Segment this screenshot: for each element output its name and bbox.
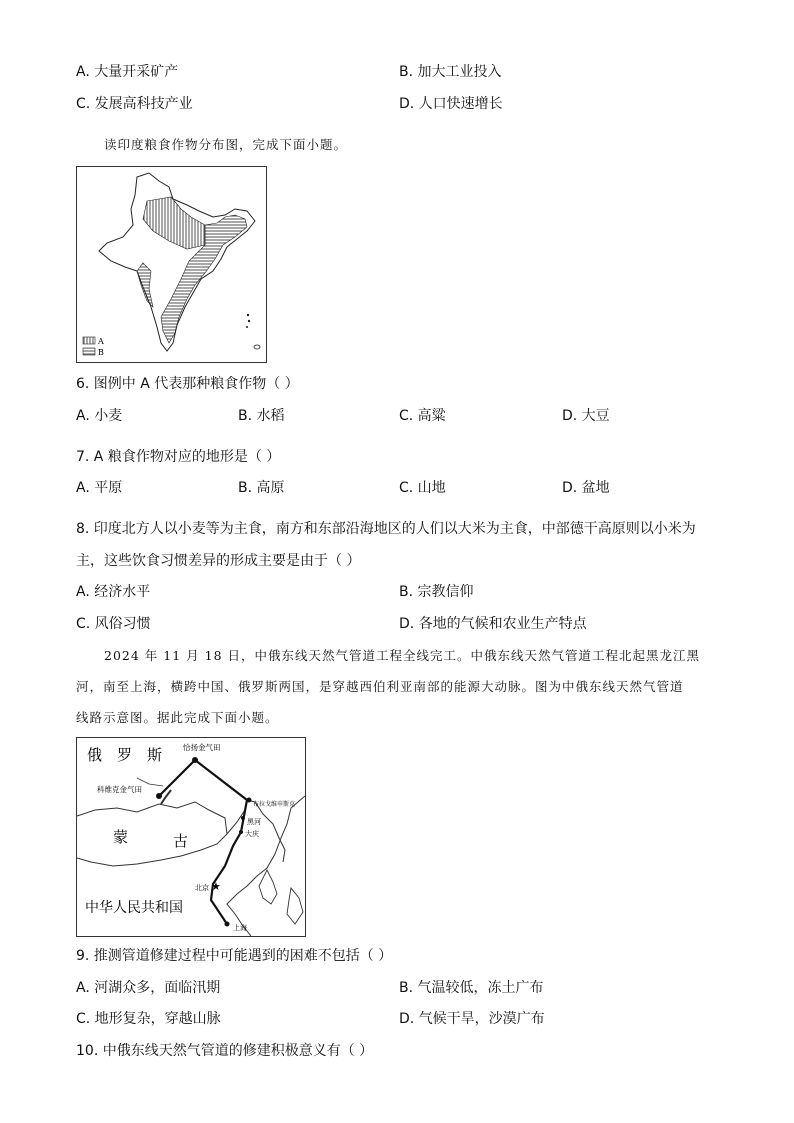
q6-option-c: C. 高粱 bbox=[399, 408, 446, 424]
q9-option-c: C. 地形复杂，穿越山脉 bbox=[76, 1011, 221, 1027]
india-crop-map bbox=[76, 166, 267, 363]
legend-a-label: A bbox=[98, 337, 104, 346]
field-2-label: 科维克金气田 bbox=[97, 785, 142, 794]
q6-option-a: A. 小麦 bbox=[76, 408, 123, 424]
q8-stem-line2: 主，这些饮食习惯差异的形成主要是由于（ ） bbox=[76, 553, 361, 569]
field-1-dot bbox=[192, 757, 198, 763]
shanghai-dot bbox=[225, 922, 230, 927]
q6-option-b: B. 水稻 bbox=[238, 408, 285, 424]
q9-option-d: D. 气候干旱，沙漠广布 bbox=[399, 1011, 545, 1027]
q5-option-b: B. 加大工业投入 bbox=[399, 64, 502, 80]
russia-label: 俄 罗 斯 bbox=[87, 746, 163, 764]
q8-option-b: B. 宗教信仰 bbox=[399, 584, 474, 600]
field-2-dot bbox=[156, 793, 162, 799]
section-intro-india: 读印度粮食作物分布图，完成下面小题。 bbox=[104, 137, 348, 152]
korea-peninsula bbox=[259, 870, 277, 904]
q10-stem: 10. 中俄东线天然气管道的修建积极意义有（ ） bbox=[76, 1043, 374, 1059]
beijing-label: 北京 bbox=[195, 884, 209, 892]
pipeline-route-map bbox=[76, 737, 306, 937]
q8-stem-line1: 8. 印度北方人以小麦等为主食，南方和东部沿海地区的人们以大米为主食，中部德干高原则以小米为 bbox=[76, 521, 696, 537]
daqing-label: 大庆 bbox=[245, 830, 259, 838]
q5-option-a: A. 大量开采矿产 bbox=[76, 64, 179, 80]
shanghai-label: 上海 bbox=[233, 924, 247, 932]
beijing-star: ★ bbox=[211, 880, 221, 893]
india-map-svg bbox=[77, 167, 266, 362]
daqing-dot bbox=[239, 830, 243, 834]
china-label: 中华人民共和国 bbox=[85, 900, 183, 916]
q7-option-c: C. 山地 bbox=[399, 480, 446, 496]
q9-stem: 9. 推测管道修建过程中可能遇到的困难不包括（ ） bbox=[76, 948, 393, 964]
heihe-dot bbox=[241, 816, 245, 820]
legend-b-swatch bbox=[83, 348, 95, 355]
q8-option-c: C. 风俗习惯 bbox=[76, 616, 151, 632]
mongolia-border bbox=[77, 802, 227, 866]
q8-option-a: A. 经济水平 bbox=[76, 584, 151, 600]
blagoveshchensk-label: 布拉戈维申斯克 bbox=[253, 801, 296, 808]
mongolia-label-1: 蒙 bbox=[113, 828, 129, 846]
q7-option-b: B. 高原 bbox=[238, 480, 285, 496]
field-1-label: 恰扬金气田 bbox=[183, 743, 221, 752]
section-intro-pipeline-line1: 2024 年 11 月 18 日，中俄东线天然气管道工程全线完工。中俄东线天然气管道工程北起黑龙江黑 bbox=[104, 648, 700, 663]
q8-option-d: D. 各地的气候和农业生产特点 bbox=[399, 616, 587, 632]
heihe-label: 黑河 bbox=[247, 818, 261, 826]
mongolia-label-2: 古 bbox=[173, 832, 189, 850]
q7-option-a: A. 平原 bbox=[76, 480, 123, 496]
japan-island bbox=[287, 888, 303, 924]
q7-option-d: D. 盆地 bbox=[562, 480, 610, 496]
blagoveshchensk-dot bbox=[247, 798, 252, 803]
q7-stem: 7. A 粮食作物对应的地形是（ ） bbox=[76, 449, 281, 465]
q6-option-d: D. 大豆 bbox=[562, 408, 610, 424]
q6-stem: 6. 图例中 A 代表那种粮食作物（ ） bbox=[76, 376, 299, 392]
section-intro-pipeline-line3: 线路示意图。据此完成下面小题。 bbox=[76, 710, 279, 725]
legend-a-swatch bbox=[83, 337, 95, 344]
section-intro-pipeline-line2: 河，南至上海，横跨中国、俄罗斯两国，是穿越西伯利亚南部的能源大动脉。图为中俄东线天然气管道 bbox=[76, 679, 684, 694]
q9-option-a: A. 河湖众多，面临汛期 bbox=[76, 980, 221, 996]
q5-option-d: D. 人口快速增长 bbox=[399, 96, 503, 112]
legend-b-label: B bbox=[98, 348, 104, 357]
pipeline-map-svg bbox=[77, 738, 305, 936]
q9-option-b: B. 气温较低，冻土广布 bbox=[399, 980, 544, 996]
q5-option-c: C. 发展高科技产业 bbox=[76, 96, 193, 112]
